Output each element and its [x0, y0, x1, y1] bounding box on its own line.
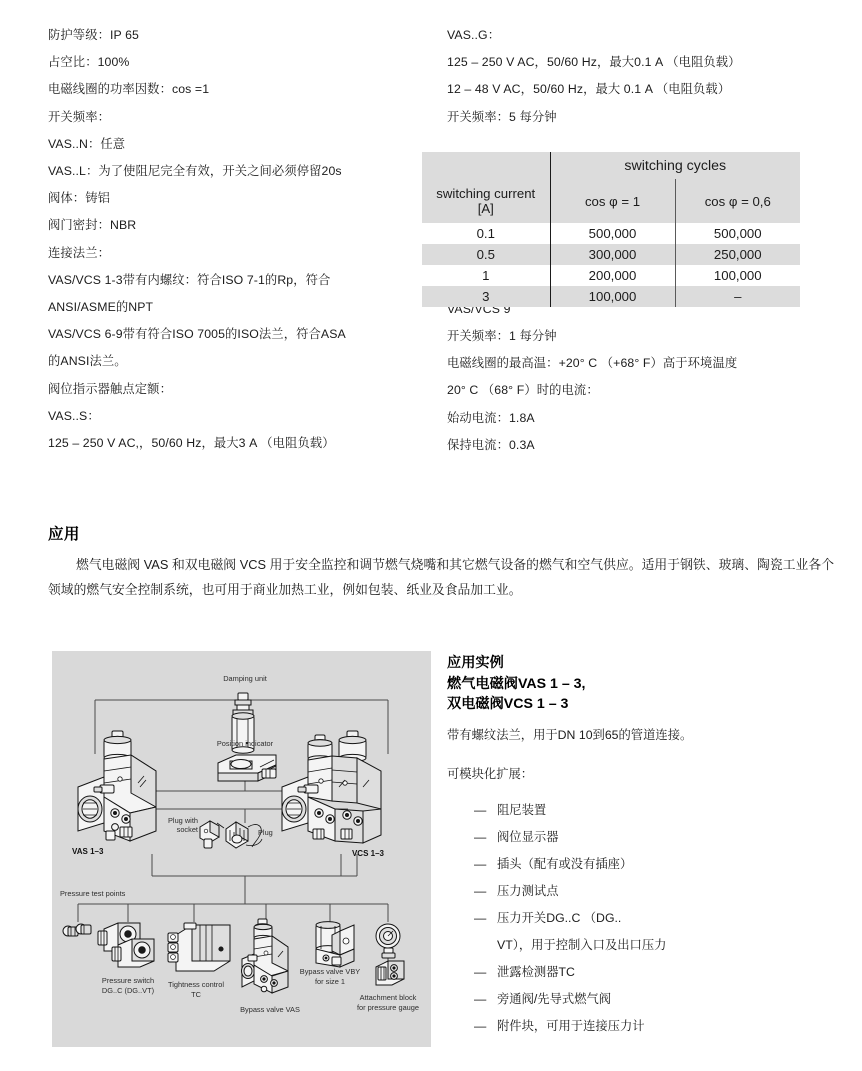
- cell-current: 0.1: [476, 226, 495, 241]
- plug-with-socket-label-line1: Plug with: [168, 816, 198, 825]
- application-diagram: [52, 651, 431, 1047]
- header-switching-current-line1: switching current: [436, 185, 536, 201]
- bypass-valve-vby-label-line2: for size 1: [315, 977, 345, 986]
- spec-line: ANSI/ASME的NPT: [48, 300, 154, 315]
- table-row: [422, 244, 800, 265]
- cell-cos06: 500,000: [675, 223, 800, 244]
- header-switching-current: [422, 179, 550, 223]
- list-item-label: 泄露检测器TC: [497, 964, 575, 979]
- list-item: [447, 905, 837, 959]
- tightness-control-graphic: [168, 923, 230, 971]
- spec-line: 开关频率：5 每分钟: [447, 109, 557, 124]
- spec-line: 阀门密封：NBR: [48, 218, 137, 233]
- list-dash: —: [474, 802, 487, 817]
- spec-line: 阀体：铸铝: [48, 191, 110, 206]
- table-header-row-sub: [422, 179, 800, 223]
- header-cos-phi-0-6: cos φ = 0,6: [675, 179, 800, 223]
- spec-line: VAS..G：: [447, 28, 501, 42]
- spec-line: 保持电流：0.3A: [447, 437, 535, 452]
- list-item: [447, 959, 837, 986]
- spec-line: VAS/VCS 1-3带有内螺纹：符合ISO 7-1的Rp，符合: [48, 272, 331, 287]
- app-example-heading-line2: 燃气电磁阀VAS 1 – 3,: [447, 675, 586, 692]
- position-indicator-graphic: [218, 755, 276, 781]
- pressure-switch-label-line2: DG..C (DG..VT): [101, 986, 155, 995]
- list-item: [447, 851, 837, 878]
- list-item: [447, 1013, 837, 1040]
- spec-line: VAS/VCS 6-9带有符合ISO 7005的ISO法兰，符合ASA: [48, 327, 346, 342]
- cell-cos06: 250,000: [675, 244, 800, 265]
- pressure-test-points-graphic: [63, 924, 91, 936]
- spec-line: VAS/VCS 9: [447, 301, 511, 316]
- header-switching-cycles: switching cycles: [550, 152, 800, 179]
- header-cos-phi-1: cos φ = 1: [550, 179, 675, 223]
- attachment-block-label-line1: Attachment block: [359, 993, 417, 1002]
- list-item: [447, 824, 837, 851]
- list-item-label: 插头（配有或没有插座）: [497, 856, 633, 871]
- spec-line: 占空比：100%: [48, 55, 130, 70]
- list-dash: —: [474, 964, 487, 979]
- bypass-valve-vby-graphic: [316, 922, 354, 967]
- list-item-label: 旁通阀/先导式燃气阀: [497, 991, 612, 1006]
- damping-unit-label: Damping unit: [223, 674, 267, 683]
- attachment-block-label-line2: for pressure gauge: [356, 1003, 420, 1012]
- cell-cos1: 500,000: [550, 223, 675, 244]
- plug-with-socket-graphic: [200, 821, 224, 848]
- list-item-label: 压力测试点: [497, 883, 559, 898]
- spec-line: 125 – 250 V AC,，50/60 Hz，最大3 A （电阻负载）: [48, 436, 335, 451]
- application-heading: 应用: [48, 526, 80, 543]
- app-example-heading-line1: 应用实例: [447, 655, 504, 671]
- spec-line: 20° C （68° F）时的电流：: [447, 383, 599, 398]
- plug-label: Plug: [258, 828, 273, 837]
- cell-cos06: 100,000: [675, 265, 800, 286]
- pressure-switch-label-line1: Pressure switch: [101, 976, 155, 985]
- attachment-block-graphic: [376, 924, 404, 985]
- cell-current: 0.5: [476, 247, 495, 262]
- list-item: [447, 878, 837, 905]
- spec-line: 的ANSI法兰。: [48, 354, 127, 369]
- list-item: [447, 797, 837, 824]
- list-dash: —: [474, 856, 487, 871]
- cell-current: 3: [482, 289, 490, 304]
- tightness-control-label-line2: TC: [191, 990, 201, 999]
- list-item: [447, 986, 837, 1013]
- spec-column-left: [48, 22, 440, 457]
- table-row: [422, 286, 800, 307]
- list-item-label: 附件块，可用于连接压力计: [497, 1018, 645, 1033]
- spec-line: 12 – 48 V AC，50/60 Hz，最大 0.1 A （电阻负载）: [447, 82, 731, 97]
- spec-line: VAS..N：任意: [48, 136, 126, 151]
- application-example-section: [447, 653, 837, 1040]
- spec-line: 始动电流：1.8A: [447, 410, 535, 425]
- spec-line: VAS..S：: [48, 408, 100, 423]
- spec-line: 电磁线圈的功率因数：cos =1: [48, 82, 210, 97]
- list-item-label: 阻尼装置: [497, 802, 547, 817]
- spec-line: 阀位指示器触点定额：: [48, 381, 172, 396]
- list-dash: —: [474, 991, 487, 1006]
- list-item-label: 阀位显示器: [497, 829, 559, 844]
- app-example-intro: 带有螺纹法兰，用于DN 10到65的管道连接。: [447, 727, 693, 742]
- list-dash: —: [474, 1018, 487, 1033]
- bypass-valve-vby-label-line1: Bypass valve VBY: [299, 967, 361, 976]
- tightness-control-label-line1: Tightness control: [167, 980, 225, 989]
- application-body: 燃气电磁阀 VAS 和双电磁阀 VCS 用于安全监控和调节燃气烧嘴和其它燃气设备的燃气和空气供应。适用于钢铁、玻璃、陶瓷工业各个领域的燃气安全控制系统，也可用于商业加热工业，例如包装、纸业及食品加工业。: [48, 557, 834, 597]
- pressure-test-points-label: Pressure test points: [60, 889, 126, 898]
- plug-with-socket-label-line2: socket: [176, 825, 198, 834]
- header-spacer-cell: [422, 152, 550, 179]
- bypass-valve-vas-label: Bypass valve VAS: [240, 1005, 300, 1014]
- list-item-label: 压力开关DG..C （DG..: [497, 910, 622, 925]
- spec-line: VAS..L：为了使阻尼完全有效，开关之间必须停留20s: [48, 164, 342, 179]
- app-example-modular-label: 可模块化扩展：: [447, 766, 534, 781]
- vcs-valve-graphic: [282, 731, 381, 843]
- cell-current: 1: [482, 268, 490, 283]
- spec-line: 开关频率：1 每分钟: [447, 329, 557, 344]
- cell-cos1: 200,000: [550, 265, 675, 286]
- bypass-valve-vas-graphic: [242, 919, 289, 993]
- specifications-section: [0, 0, 862, 505]
- vcs-label: VCS 1–3: [351, 849, 384, 858]
- spec-line: 125 – 250 V AC，50/60 Hz，最大0.1 A （电阻负载）: [447, 55, 741, 70]
- modular-extension-list: [447, 797, 837, 1040]
- cell-cos1: 300,000: [550, 244, 675, 265]
- cell-cos1: 100,000: [550, 286, 675, 307]
- vas-valve-graphic: [78, 731, 156, 841]
- cell-cos06: –: [675, 286, 800, 307]
- table-row: [422, 223, 800, 244]
- pressure-switch-graphic: [98, 923, 154, 967]
- list-dash: —: [474, 910, 487, 925]
- application-section: [48, 522, 834, 602]
- vas-label: VAS 1–3: [72, 847, 104, 856]
- list-dash: —: [474, 883, 487, 898]
- plug-graphic: [226, 822, 262, 848]
- table-row: [422, 265, 800, 286]
- spec-line: 防护等级：IP 65: [48, 28, 139, 42]
- list-dash: —: [474, 829, 487, 844]
- list-item-label-continued: VT），用于控制入口及出口压力: [497, 937, 667, 952]
- table-header-row-group: [422, 152, 800, 179]
- header-switching-current-unit: [A]: [477, 201, 494, 216]
- spec-line: 电磁线圈的最高温：+20° C （+68° F）高于环境温度: [447, 356, 738, 371]
- app-example-heading-line3: 双电磁阀VCS 1 – 3: [447, 696, 569, 712]
- spec-line: 连接法兰：: [48, 245, 110, 260]
- spec-line: 开关频率：: [48, 109, 110, 124]
- switching-cycles-table: [422, 152, 800, 307]
- position-indicator-label: Position indicator: [216, 739, 274, 748]
